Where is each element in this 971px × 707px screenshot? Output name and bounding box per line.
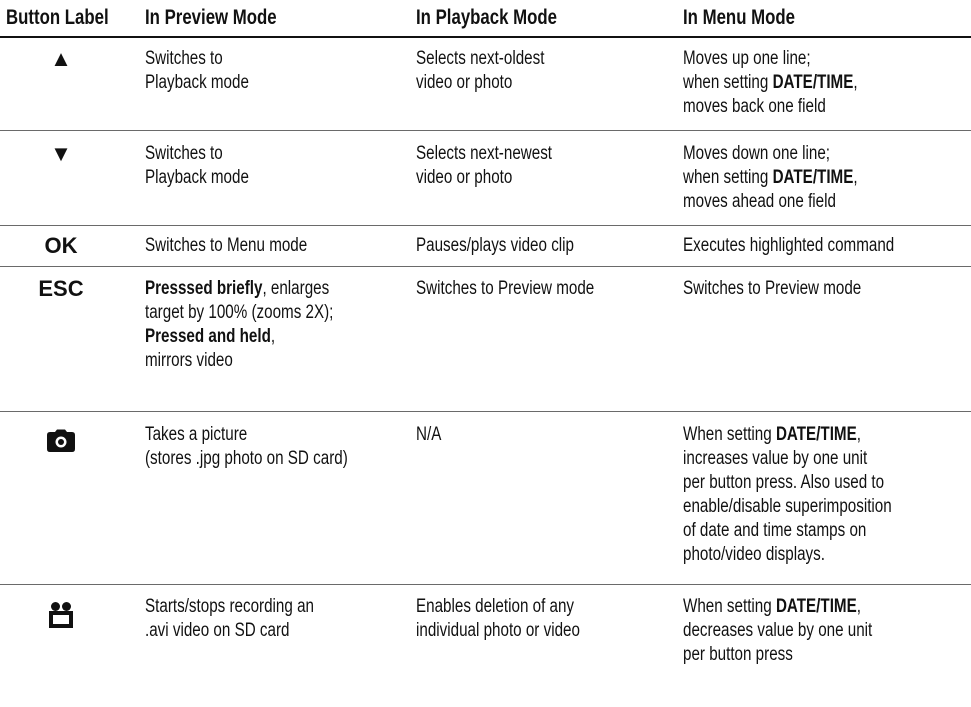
preview-mode-cell: Starts/stops recording an .avi video on SD card	[145, 596, 314, 641]
playback-mode-cell: Enables deletion of any individual photo or video	[416, 596, 580, 641]
header-divider	[0, 36, 971, 38]
preview-mode-cell: Switches to Playback mode	[145, 48, 249, 93]
row-divider	[0, 225, 971, 226]
table-header	[0, 0, 971, 36]
button-label-cell	[0, 234, 122, 258]
playback-mode-cell: Selects next-oldest video or photo	[416, 48, 545, 93]
playback-mode-cell: N/A	[416, 424, 442, 445]
header-preview-mode: In Preview Mode	[145, 6, 277, 29]
preview-mode-cell: Switches to Menu mode	[145, 235, 308, 256]
header-button-label: Button Label	[6, 6, 109, 29]
button-label-cell	[0, 277, 122, 301]
ok-button-label: OK	[44, 233, 78, 258]
playback-mode-cell: Selects next-newest video or photo	[416, 143, 553, 188]
esc-button-label: ESC	[38, 276, 84, 301]
camera-icon	[46, 429, 76, 453]
preview-mode-cell: Switches to Playback mode	[145, 143, 249, 188]
header-menu-mode: In Menu Mode	[683, 6, 795, 29]
button-label-cell	[0, 601, 122, 634]
preview-mode-cell: Presssed briefly, enlarges target by 100% (zooms 2X); Pressed and held, mirrors video	[145, 278, 334, 371]
row-divider	[0, 130, 971, 131]
menu-mode-cell: Moves up one line; when setting DATE/TIME, moves back one field	[683, 48, 858, 117]
playback-mode-cell: Pauses/plays video clip	[416, 235, 574, 256]
row-divider	[0, 266, 971, 267]
button-label-cell	[0, 47, 122, 71]
down-triangle-icon: ▼	[50, 141, 72, 166]
menu-mode-cell: Switches to Preview mode	[683, 278, 862, 299]
button-label-cell	[0, 142, 122, 166]
video-camera-icon	[47, 601, 75, 629]
playback-mode-cell: Switches to Preview mode	[416, 278, 595, 299]
header-playback-mode: In Playback Mode	[416, 6, 557, 29]
preview-mode-cell: Takes a picture (stores .jpg photo on SD card)	[145, 424, 348, 469]
row-divider	[0, 584, 971, 585]
menu-mode-cell: Executes highlighted command	[683, 235, 895, 256]
button-label-cell	[0, 429, 122, 458]
menu-mode-cell: Moves down one line; when setting DATE/TIME, moves ahead one field	[683, 143, 858, 212]
menu-mode-cell: When setting DATE/TIME, decreases value by one unit per button press	[683, 596, 873, 665]
row-divider	[0, 411, 971, 412]
up-triangle-icon: ▲	[50, 46, 72, 71]
menu-mode-cell: When setting DATE/TIME, increases value by one unit per button press. Also used to enable/disable superimposition of date and time stamps on photo/video displays.	[683, 424, 892, 565]
